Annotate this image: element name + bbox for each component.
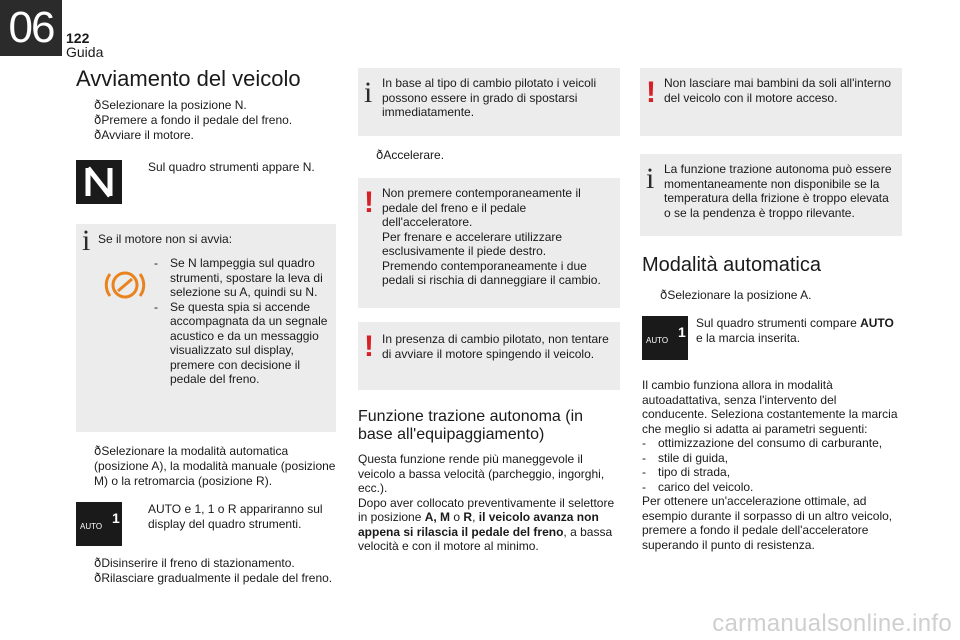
- info-box-move: i In base al tipo di cambio pilotato i veicoli possono essere in grado di spostarsi immediatamente.: [358, 68, 620, 136]
- step-item: ð Selezionare la posizione N.: [76, 98, 336, 113]
- info-list: [154, 256, 330, 387]
- auto-display-note: Sul quadro strumenti compare AUTO e la marcia inserita.: [696, 316, 894, 345]
- auto-mode-description: Il cambio funziona allora in modalità autoadattativa, senza l'intervento del conducente. Seleziona costantemente la marcia che meglio si adatta ai parametri seguenti: - ottimizzazione del consumo di carburante, - stile di guida, - tipo di strada, - carico del veicolo. Per ottenere un'accelerazione ottimale, ad esempio durante il sorpasso di un altro veicolo, premere a fondo il pedale dell'acceleratore superando il punto di resistenza.: [642, 378, 904, 552]
- auto-mode-title: Modalità automatica: [642, 254, 821, 276]
- section-label: Guida: [66, 44, 104, 60]
- n-display-icon: [76, 160, 122, 204]
- info-box-start: [76, 224, 336, 432]
- page-number: 122: [66, 30, 90, 46]
- step-item: ð Disinserire il freno di stazionamento.: [76, 556, 336, 571]
- list-item: - tipo di strada,: [642, 465, 731, 479]
- mode-step: ð Selezionare la modalità automatica (posizione A), la modalità manuale (posizione M) o la retromarcia (posizione R).: [76, 444, 336, 489]
- warning-box-pedals: ! Non premere contemporaneamente il pedale del freno e il pedale dell'acceleratore. Per frenare e accelerare utilizzare esclusivamente il piede destro. Premendo contemporaneamente i due pedali si rischia di danneggiare il cambio.: [358, 178, 620, 308]
- auto-note: AUTO e 1, 1 o R appariranno sul display del quadro strumenti.: [148, 502, 323, 531]
- warning-icon: !: [646, 76, 656, 109]
- subsection-title: Funzione trazione autonoma (in base all'equipaggiamento): [358, 408, 584, 443]
- info-box-title: Se il motore non si avvia:: [98, 232, 233, 246]
- info-box-traction: i La funzione trazione autonoma può essere momentaneamente non disponibile se la temperatura della frizione è troppo elevata o se la pendenza è troppo rilevante.: [640, 154, 902, 236]
- warning-icon: !: [364, 330, 374, 363]
- info-icon: i: [364, 76, 373, 109]
- list-item: - Se questa spia si accende accompagnata da un segnale acustico e da un messaggio visualizzato sul display, premere con decisione il pedale del freno.: [154, 299, 328, 386]
- n-note: Sul quadro strumenti appare N.: [148, 160, 315, 174]
- warning-box-push: ! In presenza di cambio pilotato, non tentare di avviare il motore spingendo il veicolo.: [358, 322, 620, 390]
- final-steps: [76, 556, 336, 586]
- accel-step: ð Accelerare.: [358, 148, 618, 163]
- auto-step: ð Selezionare la posizione A.: [642, 288, 902, 303]
- info-icon: i: [646, 162, 655, 195]
- auto-display-icon: AUTO 1: [642, 316, 688, 360]
- start-steps: [76, 98, 336, 143]
- step-item: ð Avviare il motore.: [76, 128, 336, 143]
- list-item: - carico del veicolo.: [642, 479, 754, 494]
- warning-icon: !: [364, 186, 374, 219]
- step-item: ð Rilasciare gradualmente il pedale del freno.: [76, 571, 336, 586]
- function-description: Questa funzione rende più maneggevole il veicolo a bassa velocità (parcheggio, ingorghi, ecc.). Dopo aver collocato preventivamente il selettore in posizione A, M o R, il veicolo avanza non appena si rilascia il pedale del freno, a bassa velocità e con il motore al minimo.: [358, 452, 615, 553]
- step-item: ð Premere a fondo il pedale del freno.: [76, 113, 336, 128]
- list-item: - ottimizzazione del consumo di carburante,: [642, 436, 883, 450]
- warning-box-children: ! Non lasciare mai bambini da soli all'interno del veicolo con il motore acceso.: [640, 68, 902, 136]
- brake-warning-icon: [104, 264, 146, 306]
- list-item: - stile di guida,: [642, 450, 729, 465]
- chapter-badge: 06: [0, 0, 62, 56]
- watermark: carmanualsonline.info: [712, 610, 952, 637]
- section-title: Avviamento del veicolo: [76, 66, 301, 91]
- info-icon: i: [82, 224, 91, 257]
- list-item: - Se N lampeggia sul quadro strumenti, spostare la leva di selezione su A, quindi su N.: [154, 256, 323, 299]
- auto-display-icon: AUTO 1: [76, 502, 122, 546]
